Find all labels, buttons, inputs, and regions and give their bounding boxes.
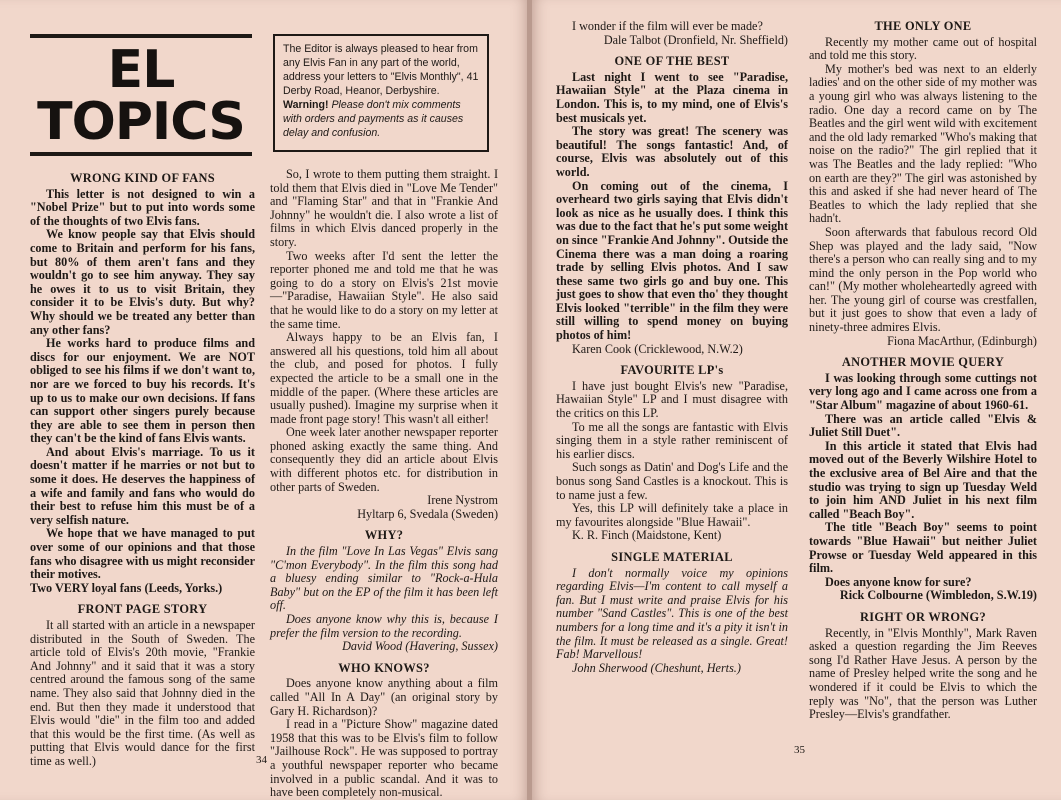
paragraph: Soon afterwards that fabulous record Old Shep was played and the lady said, "Now there's a person who can really sing and to my mind the only person in the Pop world who can!" (My mother wholeheartedly agreed with her. The young girl of course was crestfallen, but it just goes to show that even a lady of ninety-three admires Elvis.: [809, 224, 1037, 335]
article-title: WHO KNOWS?: [338, 660, 430, 675]
paragraph: Recently my mother came out of hospital and told me this story.: [809, 34, 1037, 63]
signature-name: Irene Nystrom: [427, 493, 498, 508]
signature-address: Hyltarp 6, Svedala (Sweden): [357, 506, 498, 521]
paragraph: Two weeks after I'd sent the letter the reporter phoned me and told me that he was going to do a story on Elvis's 21st movie—"Paradise, Hawaiian Style". He also said that he would like to do a story on my letter at the same time.: [270, 248, 498, 331]
signature: David Wood (Havering, Sussex): [342, 639, 498, 654]
article-title: SINGLE MATERIAL: [611, 549, 733, 564]
article-title: RIGHT OR WRONG?: [860, 609, 986, 624]
paragraph: Yes, this LP will definitely take a place in my favourites alongside "Blue Hawaii".: [556, 501, 788, 529]
paragraph: He works hard to produce films and discs for our enjoyment. We are NOT obliged to see his films if we don't want to, nor are we forced to buy his records. It's up to us to make our own decisions. If fans can support other singers purely because they are able to see them in person then they can't be the kind of fans Elvis wants.: [30, 336, 255, 446]
paragraph: To me all the songs are fantastic with Elvis singing them in a style rather reminiscent of his earlier discs.: [556, 419, 788, 461]
paragraph: So, I wrote to them putting them straight. I told them that Elvis died in "Love Me Tender" and "Flaming Star" and that in "Frankie And Johnny" he wouldn't die. I also wrote a list of films in which Elvis danced properly in the story.: [270, 167, 498, 249]
paragraph: There was an article called "Elvis & Juliet Still Duet".: [809, 411, 1037, 440]
paragraph: I read in a "Picture Show" magazine dated 1958 that this was to be Elvis's film to follow "Jailhouse Rock". He was supposed to portray a youthful newspaper reporter who became involved in a public scandal. And it was to have been completely non-musical.: [270, 717, 498, 800]
right-column-2: [809, 20, 1037, 722]
article-title: WRONG KIND OF FANS: [70, 171, 215, 185]
signature: Fiona MacArthur, (Edinburgh): [887, 333, 1037, 348]
paragraph: Last night I went to see "Paradise, Hawaiian Style" at the Plaza cinema in London. This is, to my mind, one of Elvis's best musicals yet.: [556, 69, 788, 125]
signature: K. R. Finch (Maidstone, Kent): [572, 528, 722, 543]
article-body-why: [270, 545, 498, 654]
paragraph: I was looking through some cuttings not very long ago and I came across one from a "Star Album" magazine of about 1960-61.: [809, 370, 1037, 413]
signature: John Sherwood (Cheshunt, Herts.): [572, 660, 741, 675]
page-number-right: 35: [794, 744, 805, 756]
paragraph: Always happy to be an Elvis fan, I answered all his questions, told him all about the club, and posed for photos. I fully expected the article to be a small one in the middle of the paper. (Where these articles are usually pushed). Imagine my surprise when it made front page story! This wasn't all either!: [270, 330, 498, 426]
masthead-line-2: TOPICS: [37, 92, 245, 152]
paragraph: My mother's bed was next to an elderly ladies' and on the other side of my mother was a young girl who was always listening to the radio. One day a record came on by The Beatles and the girl went wild with excitement and the old lady remarked "Who's making that noise on the radio?" The girl replied that it was The Beatles and the lady replied: "Who on earth are they?" The girl was astonished by this and asked if she had never heard of The Beatles to which the lady replied that she hadn't.: [809, 61, 1037, 226]
paragraph: Such songs as Datin' and Dog's Life and the bonus song Sand Castles is a knockout. This is to name just a few.: [556, 460, 788, 502]
paragraph: In this article it stated that Elvis had moved out of the Beverly Wilshire Hotel to the exclusive area of Bel Aire and that the studio was trying to sign up Tuesday Weld to join him AND Juliet in his next film called "Beach Boy".: [809, 438, 1037, 521]
paragraph: This letter is not designed to win a "Nobel Prize" but to put into words some of the thoughts of two Elvis fans.: [30, 186, 255, 228]
left-column-1: [30, 172, 255, 769]
paragraph: We hope that we have managed to put over some of our opinions and that those fans who disagree with us might reconsider their motives.: [30, 526, 255, 582]
masthead-top-rule: [30, 34, 252, 38]
article-title: FAVOURITE LP's: [620, 363, 724, 378]
masthead-bottom-rule: [30, 152, 252, 156]
article-body-wrong-kind: [30, 188, 255, 596]
paragraph: On coming out of the cinema, I overheard two girls saying that Elvis didn't look as nice as he usually does. I think this was due to the fact that he's put some weight on since "Frankie And Johnny". Outside the Cinema there was a man doing a roaring trade by selling Elvis photos. And I saw these same two girls go and buy one. This just goes to show that even tho' they thought Elvis looked "terrible" in the film they were still willing to spend money on buying photos of him!: [556, 178, 788, 343]
paragraph: I wonder if the film will ever be made?: [572, 19, 763, 33]
article-title: ONE OF THE BEST: [614, 54, 730, 69]
paragraph: Recently, in "Elvis Monthly", Mark Raven asked a question regarding the Jim Reeves song I'd Rather Have Jesus. A person by the name of Presley helped write the song and he wondered if it could be Elvis to which the reply was "No", that the person was Luther Presley—Elvis's grandfather.: [809, 625, 1037, 722]
paragraph: In the film "Love In Las Vegas" Elvis sang "C'mon Everybody". In the film this song had a bluesy ending similar to "Rock-a-Hula Baby" but on the EP of the film it has been left off.: [270, 544, 498, 613]
paragraph: Does anyone know why this is, because I prefer the film version to the recording.: [270, 612, 498, 640]
article-title: THE ONLY ONE: [874, 19, 972, 33]
signature: Rick Colbourne (Wimbledon, S.W.19): [839, 588, 1037, 603]
left-page: [0, 0, 528, 800]
signature: Dale Talbot (Dronfield, Nr. Sheffield): [603, 32, 788, 47]
paragraph: It all started with an article in a newspaper distributed in the South of Sweden. The article told of Elvis's 20th movie, "Frankie And Johnny" and it said that it was a story centred around the famous song of the same name. They also said that Johnny died in the end. But then they made it understood that Elvis would "die" in the film too and added that this would be the first time. (As well as putting that Elvis would dance for the first time as well.): [30, 618, 255, 768]
signature: Karen Cook (Cricklewood, N.W.2): [572, 341, 743, 356]
masthead-line-1: EL: [107, 40, 175, 100]
paragraph: We know people say that Elvis should come to Britain and perform for his fans, but 80% of them aren't fans and they wouldn't go to see him anyway. They say he owes it to us to visit Britain, they consider it to be Elvis's duty. But why? Why should we be treated any better than any other fans?: [30, 227, 255, 337]
left-column-2: [270, 168, 498, 800]
article-body-single: [556, 567, 788, 676]
article-title: WHY?: [364, 528, 404, 543]
article-body-another: [809, 372, 1037, 603]
article-title: FRONT PAGE STORY: [77, 602, 208, 617]
editor-notice-text: The Editor is always pleased to hear from any Elvis Fan in any part of the world, address your letters to "Elvis Monthly", 41 Derby Road, Heanor, Derbyshire.: [283, 43, 479, 97]
warning-label: Warning!: [283, 99, 329, 111]
paragraph: I don't normally voice my opinions regarding Elvis—I'm content to call myself a fan. But I must write and praise Elvis for his number "Sand Castles". This is one of the best numbers for a long time and it's a pity it isn't in the film. It must be released as a single. Great! Fab! Marvellous!: [556, 565, 788, 662]
article-title: ANOTHER MOVIE QUERY: [841, 355, 1005, 370]
editor-notice-box: [273, 34, 489, 152]
page-number-left: 34: [256, 754, 267, 766]
paragraph: Does anyone know for sure?: [825, 574, 972, 589]
right-page: [532, 0, 1061, 800]
editor-warning: [283, 98, 479, 140]
warning-text: Please don't mix comments with orders and payments as it causes delay and confusion.: [283, 99, 464, 139]
paragraph: One week later another newspaper reporter phoned asking exactly the same thing. And consequently they did an article about Elvis with different photos etc. for distribution in other parts of Sweden.: [270, 425, 498, 494]
paragraph: The title "Beach Boy" seems to point towards "Blue Hawaii" but neither Juliet Prowse or Tuesday Weld appeared in this film.: [809, 520, 1037, 576]
paragraph: The story was great! The scenery was beautiful! The songs fantastic! And, of course, Elvis was absolutely out of this world.: [556, 124, 788, 179]
right-column-1: [556, 20, 788, 675]
masthead-logo: [30, 34, 252, 156]
article-body-one-of-best: [556, 71, 788, 343]
paragraph: And about Elvis's marriage. To us it doesn't matter if he marries or not but to some it does. He deserves the happiness of a wife and family and fans who would do their best to refuse him this must be of a very selfish nature.: [30, 444, 255, 527]
paragraph: Does anyone know anything about a film called "All In A Day" (an original story by Gary H. Richardson)?: [270, 676, 498, 718]
paragraph: I have just bought Elvis's new "Paradise, Hawaiian Style" LP and I must disagree with the critics on this LP.: [556, 378, 788, 421]
signature: Two VERY loyal fans (Leeds, Yorks.): [30, 580, 223, 595]
